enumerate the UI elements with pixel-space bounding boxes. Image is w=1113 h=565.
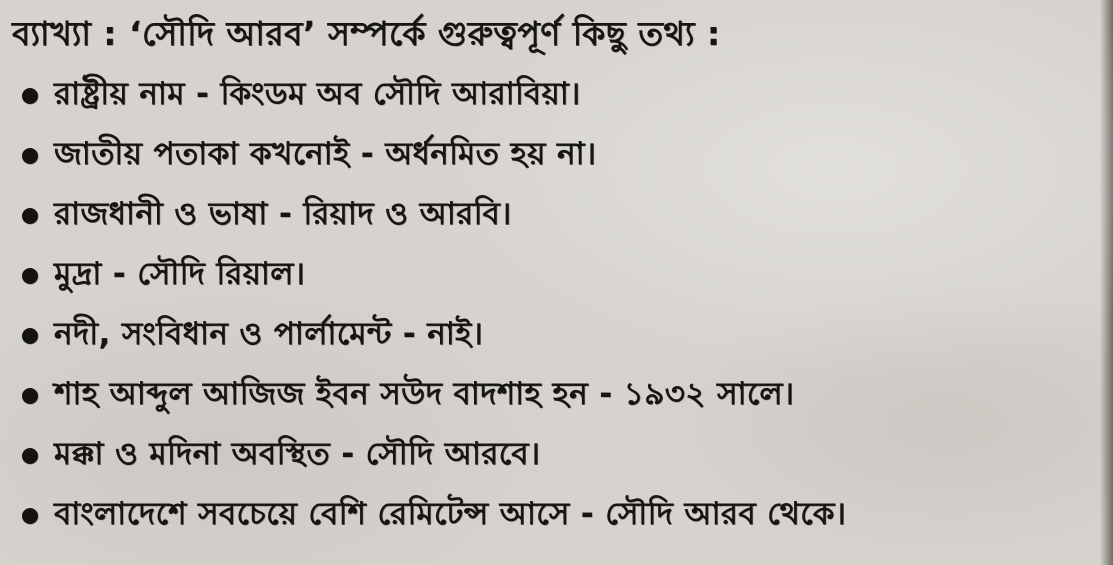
bullet-icon xyxy=(22,148,38,164)
fact-text: নদী, সংবিধান ও পার্লামেন্ট - নাই। xyxy=(54,316,484,352)
list-item xyxy=(12,486,1093,546)
bullet-icon xyxy=(22,388,38,404)
fact-text: মক্কা ও মদিনা অবস্থিত - সৌদি আরবে। xyxy=(54,436,541,472)
fact-text: রাষ্ট্রীয় নাম - কিংডম অব সৌদি আরাবিয়া। xyxy=(54,76,581,112)
facts-list xyxy=(12,66,1093,546)
bullet-icon xyxy=(22,448,38,464)
bullet-icon xyxy=(22,208,38,224)
list-item xyxy=(12,66,1093,126)
list-item xyxy=(12,186,1093,246)
bullet-icon xyxy=(22,88,38,104)
fact-text: জাতীয় পতাকা কখনোই - অর্ধনমিত হয় না। xyxy=(54,136,597,172)
fact-text: মুদ্রা - সৌদি রিয়াল। xyxy=(54,256,306,292)
list-item xyxy=(12,426,1093,486)
fact-text: রাজধানী ও ভাষা - রিয়াদ ও আরবি। xyxy=(54,196,512,232)
bullet-icon xyxy=(22,328,38,344)
list-item xyxy=(12,246,1093,306)
fact-text: শাহ আব্দুল আজিজ ইবন সউদ বাদশাহ হন - ১৯৩২ সালে। xyxy=(54,376,795,412)
page-title: ব্যাখ্যা : ‘সৌদি আরব’ সম্পর্কে গুরুত্বপূর্ণ কিছু তথ্য : xyxy=(12,14,721,53)
list-item xyxy=(12,306,1093,366)
list-item xyxy=(12,366,1093,426)
bullet-icon xyxy=(22,508,38,524)
list-item xyxy=(12,126,1093,186)
fact-text: বাংলাদেশে সবচেয়ে বেশি রেমিটেন্স আসে - সৌদি আরব থেকে। xyxy=(54,496,847,532)
bullet-icon xyxy=(22,268,38,284)
